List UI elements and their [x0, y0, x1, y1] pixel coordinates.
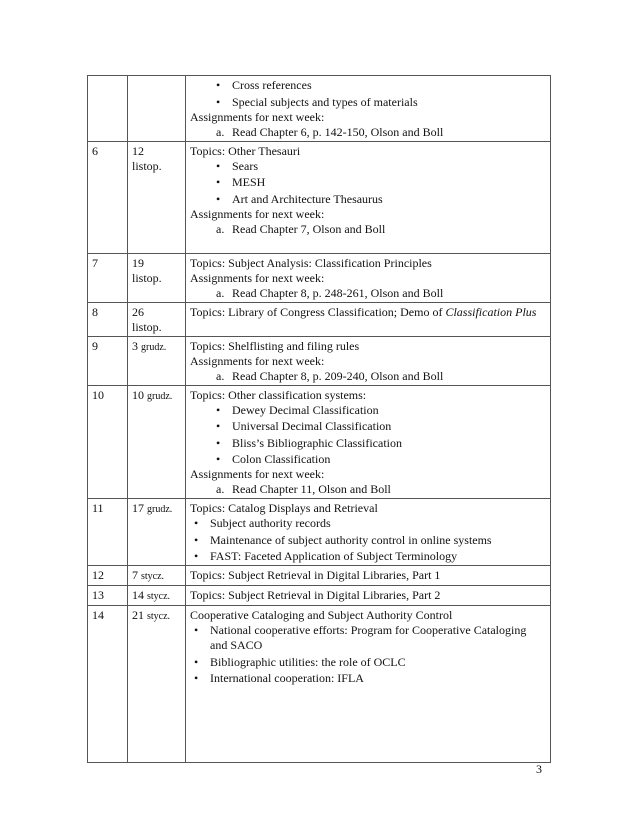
date-month: listop.: [132, 158, 162, 173]
schedule-row: [88, 141, 551, 253]
topic-line: Cooperative Cataloging and Subject Authority Control: [190, 608, 453, 622]
topic-line: Topics: Subject Retrieval in Digital Libraries, Part 2: [190, 588, 441, 602]
date-month: listop.: [132, 319, 162, 334]
schedule-row: [88, 385, 551, 499]
topic-cell: [186, 499, 551, 566]
date-cell: [128, 336, 186, 385]
blank-line: [190, 686, 546, 701]
assignment-item: [190, 125, 546, 140]
bullet-item: • Dewey Decimal Classification: [190, 403, 546, 418]
bullet-item: • Subject authority records: [190, 516, 546, 531]
week-cell: 14: [88, 606, 128, 763]
assignment-item: [190, 482, 546, 497]
topic-line: [190, 305, 546, 320]
date-cell: [128, 141, 186, 253]
date-day: 7: [132, 568, 138, 582]
topic-line: Topics: Subject Analysis: Classification Principles: [190, 255, 432, 270]
bullet-item: • Special subjects and types of materials: [190, 95, 546, 110]
page-number: 3: [536, 762, 542, 776]
week-cell: 11: [88, 499, 128, 566]
schedule-row: [88, 606, 551, 763]
date-cell: [128, 76, 186, 142]
date-month: grudz.: [141, 341, 167, 353]
topic-line: Assignments for next week:: [190, 109, 325, 124]
blank-line: [190, 746, 546, 761]
topic-text: Topics: Library of Congress Classification; Demo of: [190, 304, 446, 319]
topic-line: Topics: Catalog Displays and Retrieval: [190, 501, 378, 515]
week-cell: 9: [88, 336, 128, 385]
date-day: 26: [132, 304, 144, 319]
blank-line: [190, 701, 546, 716]
date-day: 14: [132, 588, 144, 602]
bullet-item: • Cross references: [190, 78, 546, 93]
schedule-row: [88, 302, 551, 336]
topic-cell: [186, 586, 551, 606]
date-month: grudz.: [147, 504, 173, 515]
date-day: 12: [132, 143, 144, 158]
date-cell: [128, 253, 186, 302]
date-month: listop.: [132, 270, 162, 285]
blank-line: [190, 716, 546, 731]
week-cell: 13: [88, 586, 128, 606]
schedule-row: [88, 586, 551, 606]
date-month: grudz.: [147, 390, 173, 402]
list-marker: a.: [216, 285, 225, 300]
date-cell: [128, 566, 186, 586]
date-month: stycz.: [141, 571, 165, 582]
date-day: 10: [132, 387, 144, 402]
bullet-item: • Maintenance of subject authority control in online systems: [190, 533, 546, 548]
schedule-row: [88, 499, 551, 566]
topic-line: Assignments for next week:: [190, 467, 325, 481]
week-cell: 10: [88, 385, 128, 499]
bullet-item: • International cooperation: IFLA: [190, 671, 546, 686]
date-day: 19: [132, 255, 144, 270]
date-cell: [128, 385, 186, 499]
topic-line: Assignments for next week:: [190, 353, 325, 368]
week-cell: 6: [88, 141, 128, 253]
course-schedule-table: [87, 75, 551, 763]
bullet-item: • Colon Classification: [190, 452, 546, 467]
blank-line: [190, 237, 546, 252]
bullet-item: • National cooperative efforts: Program for Cooperative Cataloging and SACO: [190, 623, 546, 653]
list-marker: a.: [216, 221, 225, 236]
assignment-text: Read Chapter 6, p. 142-150, Olson and Boll: [232, 124, 444, 139]
list-marker: a.: [216, 124, 225, 139]
assignment-item: [190, 222, 546, 237]
week-cell: 8: [88, 302, 128, 336]
bullet-item: • MESH: [190, 175, 546, 190]
topic-italic-text: Classification Plus: [445, 304, 537, 319]
topic-cell: [186, 253, 551, 302]
schedule-row: [88, 253, 551, 302]
topic-cell: [186, 385, 551, 499]
week-cell: 7: [88, 253, 128, 302]
blank-line: [190, 320, 546, 335]
topic-line: Assignments for next week:: [190, 270, 325, 285]
schedule-row: [88, 76, 551, 142]
date-cell: [128, 586, 186, 606]
date-cell: [128, 606, 186, 763]
date-month: stycz.: [147, 611, 171, 622]
topic-cell: [186, 302, 551, 336]
bullet-item: • Bliss’s Bibliographic Classification: [190, 436, 546, 451]
topic-line: Topics: Other classification systems:: [190, 387, 367, 402]
week-cell: 12: [88, 566, 128, 586]
bullet-item: • Art and Architecture Thesaurus: [190, 192, 546, 207]
date-day: 21: [132, 608, 144, 622]
week-cell: [88, 76, 128, 142]
bullet-item: • FAST: Faceted Application of Subject Terminology: [190, 549, 546, 564]
assignment-text: Read Chapter 8, p. 209-240, Olson and Boll: [232, 368, 444, 383]
schedule-row: [88, 336, 551, 385]
bullet-item: • Universal Decimal Classification: [190, 419, 546, 434]
blank-line: [190, 731, 546, 746]
bullet-item: • Bibliographic utilities: the role of OCLC: [190, 655, 546, 670]
topic-cell: [186, 141, 551, 253]
date-day: 17: [132, 501, 144, 515]
schedule-row: [88, 566, 551, 586]
bullet-item: • Sears: [190, 159, 546, 174]
list-marker: a.: [216, 482, 225, 496]
date-cell: [128, 302, 186, 336]
topic-cell: [186, 566, 551, 586]
assignment-text: Read Chapter 11, Olson and Boll: [232, 482, 391, 496]
date-cell: [128, 499, 186, 566]
topic-line: Topics: Shelflisting and filing rules: [190, 338, 360, 353]
list-marker: a.: [216, 368, 225, 383]
date-month: stycz.: [147, 591, 171, 602]
assignment-item: [190, 286, 546, 301]
topic-line: Topics: Other Thesauri: [190, 143, 301, 158]
assignment-text: Read Chapter 8, p. 248-261, Olson and Boll: [232, 285, 444, 300]
topic-line: Topics: Subject Retrieval in Digital Libraries, Part 1: [190, 568, 441, 582]
topic-cell: [186, 606, 551, 763]
assignment-item: [190, 369, 546, 384]
topic-cell: [186, 336, 551, 385]
topic-line: Assignments for next week:: [190, 206, 325, 221]
assignment-text: Read Chapter 7, Olson and Boll: [232, 221, 386, 236]
topic-cell: [186, 76, 551, 142]
date-day: 3: [132, 338, 138, 353]
